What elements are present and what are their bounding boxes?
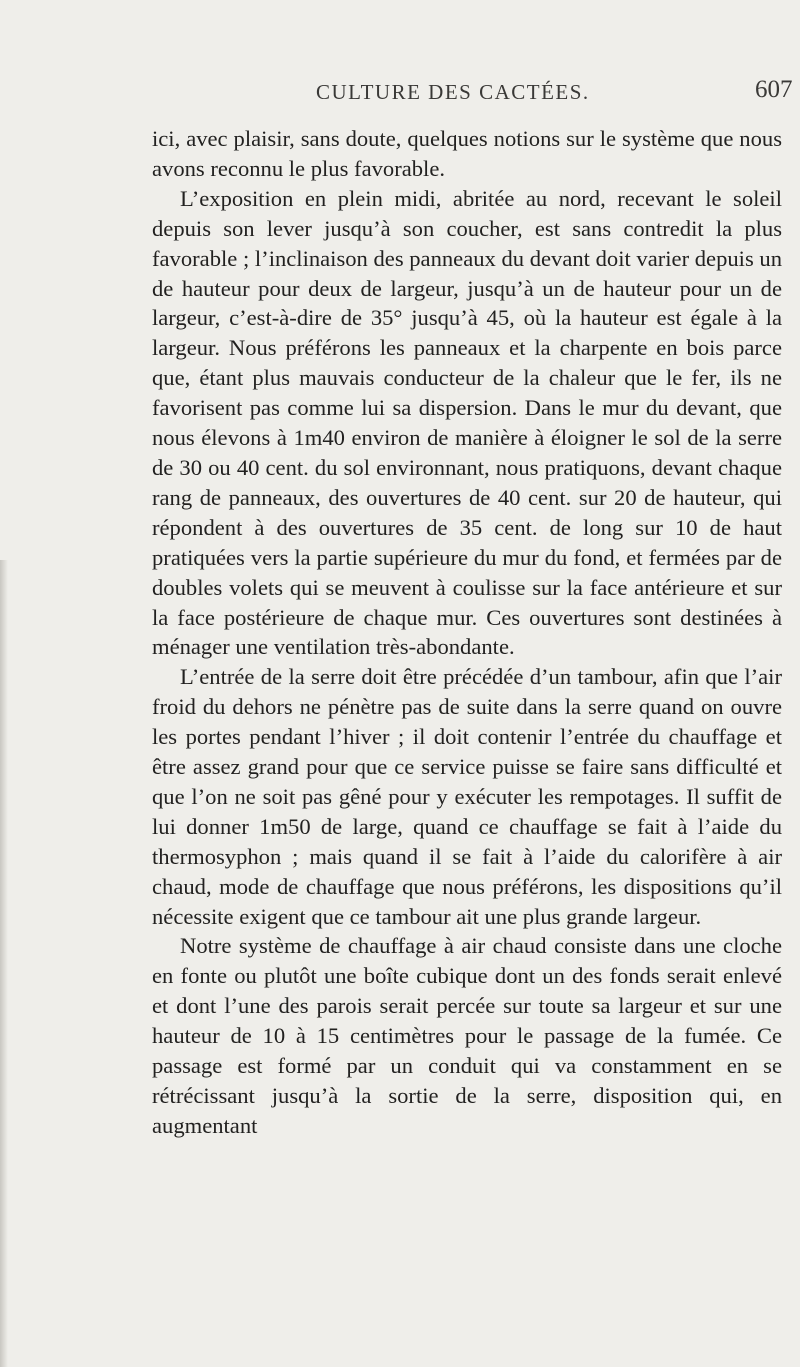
body-text (152, 124, 782, 1141)
paragraph: L’entrée de la serre doit être précédée d’un tambour, afin que l’air froid du dehors ne pénètre pas de suite dans la serre quand on ouvre les portes pendant l’hiver ; il doit contenir l’entrée du chauffage et être assez grand pour que ce service puisse se faire sans difficulté et que l’on ne soit pas gêné pour y exécuter les rempotages. Il suffit de lui donner 1m50 de large, quand ce chauffage se fait à l’aide du thermosyphon ; mais quand il se fait à l’aide du calorifère à air chaud, mode de chauffage que nous préférons, les dispositions qu’il nécessite exigent que ce tambour ait une plus grande largeur. (152, 664, 782, 929)
binding-shadow (0, 560, 8, 1367)
paragraph: ici, avec plaisir, sans doute, quelques notions sur le système que nous avons reconnu le plus favorable. (152, 126, 782, 181)
running-title: CULTURE DES CACTÉES. (316, 80, 590, 104)
page-header (0, 74, 800, 114)
paragraph: Notre système de chauffage à air chaud consiste dans une cloche en fonte ou plutôt une boîte cubique dont un des fonds serait enlevé et dont l’une des parois serait percée sur toute sa largeur et sur une hauteur de 10 à 15 centimètres pour le passage de la fumée. Ce passage est formé par un conduit qui va constamment en se rétrécissant jusqu’à la sortie de la serre, disposition qui, en augmentant (152, 933, 782, 1138)
paragraph: L’exposition en plein midi, abritée au nord, recevant le soleil depuis son lever jusqu’à son coucher, est sans contredit la plus favorable ; l’inclinaison des panneaux du devant doit varier depuis un de hauteur pour deux de largeur, jusqu’à un de hauteur pour un de largeur, c’est-à-dire de 35° jusqu’à 45, où la hauteur est égale à la largeur. Nous préférons les panneaux et la charpente en bois parce que, étant plus mauvais conducteur de la chaleur que le fer, ils ne favorisent pas comme lui sa dispersion. Dans le mur du devant, que nous élevons à 1m40 environ de manière à éloigner le sol de la serre de 30 ou 40 cent. du sol environnant, nous pratiquons, devant chaque rang de panneaux, des ouvertures de 40 cent. sur 20 de hauteur, qui répondent à des ouvertures de 35 cent. de long sur 10 de haut pratiquées vers la partie supérieure du mur du fond, et fermées par de doubles volets qui se meuvent à coulisse sur la face antérieure et sur la face postérieure de chaque mur. Ces ouvertures sont destinées à ménager une ventilation très-abondante. (152, 185, 782, 660)
page-number: 607 (755, 76, 793, 103)
